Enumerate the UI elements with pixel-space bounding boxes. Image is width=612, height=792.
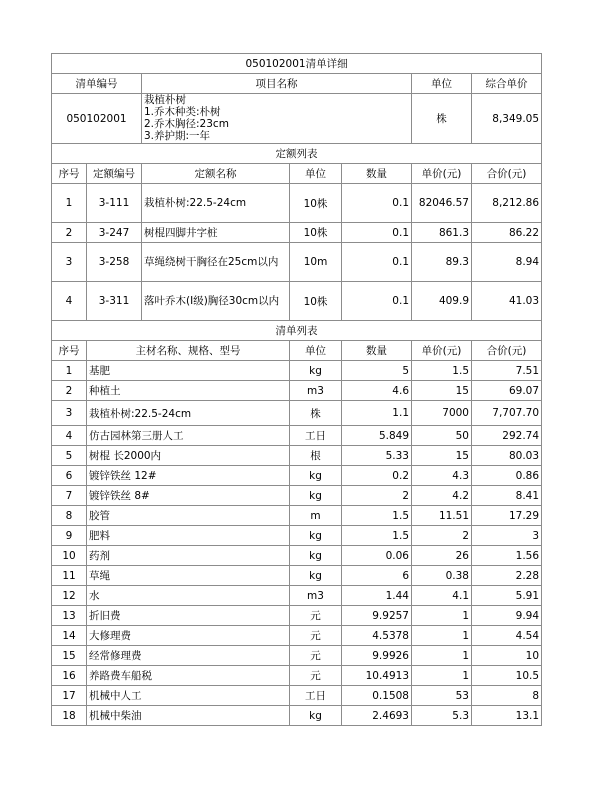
material-no: 14	[52, 626, 87, 646]
quota-name: 栽植朴树:22.5-24cm	[142, 184, 290, 223]
material-unit: 元	[290, 606, 342, 626]
material-unit: 工日	[290, 686, 342, 706]
material-row	[52, 606, 542, 626]
material-total: 0.86	[472, 466, 542, 486]
material-price: 0.38	[412, 566, 472, 586]
table-title: 050102001清单详细	[52, 54, 542, 74]
item-desc-line: 3.养护期:一年	[144, 130, 211, 142]
quota-price: 82046.57	[412, 184, 472, 223]
item-code: 050102001	[52, 94, 142, 144]
material-price: 4.3	[412, 466, 472, 486]
quota-row	[52, 282, 542, 321]
material-price: 1.5	[412, 361, 472, 381]
quota-qty: 0.1	[342, 243, 412, 282]
quota-price: 861.3	[412, 223, 472, 243]
quota-col-qty: 数量	[342, 164, 412, 184]
material-total: 10	[472, 646, 542, 666]
material-section-title: 清单列表	[52, 321, 542, 341]
material-no: 10	[52, 546, 87, 566]
material-unit: 工日	[290, 426, 342, 446]
material-total: 80.03	[472, 446, 542, 466]
quota-unit: 10株	[290, 282, 342, 321]
material-price: 1	[412, 666, 472, 686]
material-no: 15	[52, 646, 87, 666]
material-price: 1	[412, 606, 472, 626]
material-qty: 4.5378	[342, 626, 412, 646]
material-name: 机械中人工	[87, 686, 290, 706]
material-price: 1	[412, 646, 472, 666]
quota-col-price: 单价(元)	[412, 164, 472, 184]
material-qty: 5.33	[342, 446, 412, 466]
material-name: 镀锌铁丝 8#	[87, 486, 290, 506]
quota-col-unit: 单位	[290, 164, 342, 184]
quota-unit: 10m	[290, 243, 342, 282]
quota-qty: 0.1	[342, 184, 412, 223]
material-row	[52, 686, 542, 706]
material-no: 9	[52, 526, 87, 546]
material-total: 9.94	[472, 606, 542, 626]
material-price: 53	[412, 686, 472, 706]
material-price: 7000	[412, 401, 472, 426]
name-header: 项目名称	[142, 74, 412, 94]
item-unit: 株	[412, 94, 472, 144]
material-total: 2.28	[472, 566, 542, 586]
material-qty: 2	[342, 486, 412, 506]
material-name: 基肥	[87, 361, 290, 381]
material-total: 4.54	[472, 626, 542, 646]
material-row	[52, 646, 542, 666]
material-qty: 10.4913	[342, 666, 412, 686]
material-unit: 根	[290, 446, 342, 466]
material-unit: 元	[290, 666, 342, 686]
quota-row	[52, 223, 542, 243]
material-total: 8	[472, 686, 542, 706]
material-no: 1	[52, 361, 87, 381]
bill-detail-table	[51, 53, 542, 726]
material-row	[52, 466, 542, 486]
material-qty: 0.2	[342, 466, 412, 486]
material-price: 11.51	[412, 506, 472, 526]
quota-no: 2	[52, 223, 87, 243]
material-qty: 2.4693	[342, 706, 412, 726]
quota-qty: 0.1	[342, 282, 412, 321]
quota-name: 树棍四脚井字桩	[142, 223, 290, 243]
material-row	[52, 446, 542, 466]
material-col-total: 合价(元)	[472, 341, 542, 361]
quota-col-code: 定额编号	[87, 164, 142, 184]
material-price: 5.3	[412, 706, 472, 726]
material-no: 11	[52, 566, 87, 586]
material-unit: 元	[290, 626, 342, 646]
material-unit: 元	[290, 646, 342, 666]
material-total: 17.29	[472, 506, 542, 526]
unit-header: 单位	[412, 74, 472, 94]
material-unit: 株	[290, 401, 342, 426]
quota-qty: 0.1	[342, 223, 412, 243]
material-no: 17	[52, 686, 87, 706]
material-unit: m	[290, 506, 342, 526]
material-total: 13.1	[472, 706, 542, 726]
material-unit: kg	[290, 546, 342, 566]
material-total: 8.41	[472, 486, 542, 506]
material-row	[52, 506, 542, 526]
material-unit: kg	[290, 706, 342, 726]
material-name: 水	[87, 586, 290, 606]
quota-total: 8,212.86	[472, 184, 542, 223]
item-desc-line: 1.乔木种类:朴树	[144, 106, 221, 118]
material-price: 2	[412, 526, 472, 546]
quota-row	[52, 243, 542, 282]
material-name: 养路费车船税	[87, 666, 290, 686]
quota-unit: 10株	[290, 184, 342, 223]
quota-unit: 10株	[290, 223, 342, 243]
quota-col-name: 定额名称	[142, 164, 290, 184]
material-qty: 0.06	[342, 546, 412, 566]
material-no: 2	[52, 381, 87, 401]
material-qty: 9.9926	[342, 646, 412, 666]
material-total: 7.51	[472, 361, 542, 381]
material-row	[52, 566, 542, 586]
material-col-price: 单价(元)	[412, 341, 472, 361]
material-no: 16	[52, 666, 87, 686]
material-qty: 1.44	[342, 586, 412, 606]
material-row	[52, 526, 542, 546]
material-no: 4	[52, 426, 87, 446]
quota-code: 3-258	[87, 243, 142, 282]
material-no: 8	[52, 506, 87, 526]
material-price: 50	[412, 426, 472, 446]
material-name: 机械中柴油	[87, 706, 290, 726]
material-qty: 1.5	[342, 506, 412, 526]
material-unit: kg	[290, 486, 342, 506]
material-name: 仿古园林第三册人工	[87, 426, 290, 446]
material-row	[52, 486, 542, 506]
material-name: 栽植朴树:22.5-24cm	[87, 401, 290, 426]
quota-total: 8.94	[472, 243, 542, 282]
material-name: 胶管	[87, 506, 290, 526]
material-no: 6	[52, 466, 87, 486]
quota-total: 41.03	[472, 282, 542, 321]
item-price: 8,349.05	[472, 94, 542, 144]
material-qty: 9.9257	[342, 606, 412, 626]
quota-code: 3-247	[87, 223, 142, 243]
material-unit: m3	[290, 586, 342, 606]
material-name: 种植土	[87, 381, 290, 401]
material-no: 18	[52, 706, 87, 726]
material-row	[52, 401, 542, 426]
material-price: 4.1	[412, 586, 472, 606]
quota-code: 3-311	[87, 282, 142, 321]
material-price: 1	[412, 626, 472, 646]
quota-name: 草绳绕树干胸径在25cm以内	[142, 243, 290, 282]
material-unit: m3	[290, 381, 342, 401]
quota-row	[52, 184, 542, 223]
item-desc-line: 栽植朴树	[144, 94, 186, 106]
material-qty: 4.6	[342, 381, 412, 401]
material-qty: 5	[342, 361, 412, 381]
material-name: 肥料	[87, 526, 290, 546]
material-row	[52, 626, 542, 646]
material-total: 3	[472, 526, 542, 546]
material-name: 镀锌铁丝 12#	[87, 466, 290, 486]
quota-col-no: 序号	[52, 164, 87, 184]
material-unit: kg	[290, 361, 342, 381]
material-no: 7	[52, 486, 87, 506]
material-total: 10.5	[472, 666, 542, 686]
material-total: 292.74	[472, 426, 542, 446]
material-unit: kg	[290, 466, 342, 486]
quota-total: 86.22	[472, 223, 542, 243]
material-price: 15	[412, 446, 472, 466]
material-row	[52, 546, 542, 566]
material-price: 26	[412, 546, 472, 566]
code-header: 清单编号	[52, 74, 142, 94]
material-row	[52, 381, 542, 401]
quota-code: 3-111	[87, 184, 142, 223]
material-total: 69.07	[472, 381, 542, 401]
item-desc-line: 2.乔木胸径:23cm	[144, 118, 229, 130]
quota-no: 4	[52, 282, 87, 321]
material-total: 5.91	[472, 586, 542, 606]
material-name: 大修理费	[87, 626, 290, 646]
material-qty: 1.5	[342, 526, 412, 546]
material-row	[52, 666, 542, 686]
material-name: 经常修理费	[87, 646, 290, 666]
material-no: 13	[52, 606, 87, 626]
quota-name: 落叶乔木(I级)胸径30cm以内	[142, 282, 290, 321]
material-row	[52, 586, 542, 606]
material-name: 折旧费	[87, 606, 290, 626]
material-total: 7,707.70	[472, 401, 542, 426]
material-name: 树棍 长2000内	[87, 446, 290, 466]
material-price: 4.2	[412, 486, 472, 506]
material-row	[52, 706, 542, 726]
material-qty: 6	[342, 566, 412, 586]
material-qty: 0.1508	[342, 686, 412, 706]
material-qty: 5.849	[342, 426, 412, 446]
quota-price: 409.9	[412, 282, 472, 321]
price-header: 综合单价	[472, 74, 542, 94]
material-unit: kg	[290, 526, 342, 546]
material-no: 12	[52, 586, 87, 606]
quota-no: 3	[52, 243, 87, 282]
material-name: 药剂	[87, 546, 290, 566]
material-row	[52, 426, 542, 446]
quota-no: 1	[52, 184, 87, 223]
material-total: 1.56	[472, 546, 542, 566]
material-unit: kg	[290, 566, 342, 586]
material-price: 15	[412, 381, 472, 401]
material-no: 5	[52, 446, 87, 466]
material-row	[52, 361, 542, 381]
material-qty: 1.1	[342, 401, 412, 426]
quota-col-total: 合价(元)	[472, 164, 542, 184]
material-col-name: 主材名称、规格、型号	[87, 341, 290, 361]
material-col-qty: 数量	[342, 341, 412, 361]
material-name: 草绳	[87, 566, 290, 586]
item-description	[142, 94, 412, 144]
material-col-no: 序号	[52, 341, 87, 361]
quota-price: 89.3	[412, 243, 472, 282]
quota-section-title: 定额列表	[52, 144, 542, 164]
material-no: 3	[52, 401, 87, 426]
material-col-unit: 单位	[290, 341, 342, 361]
